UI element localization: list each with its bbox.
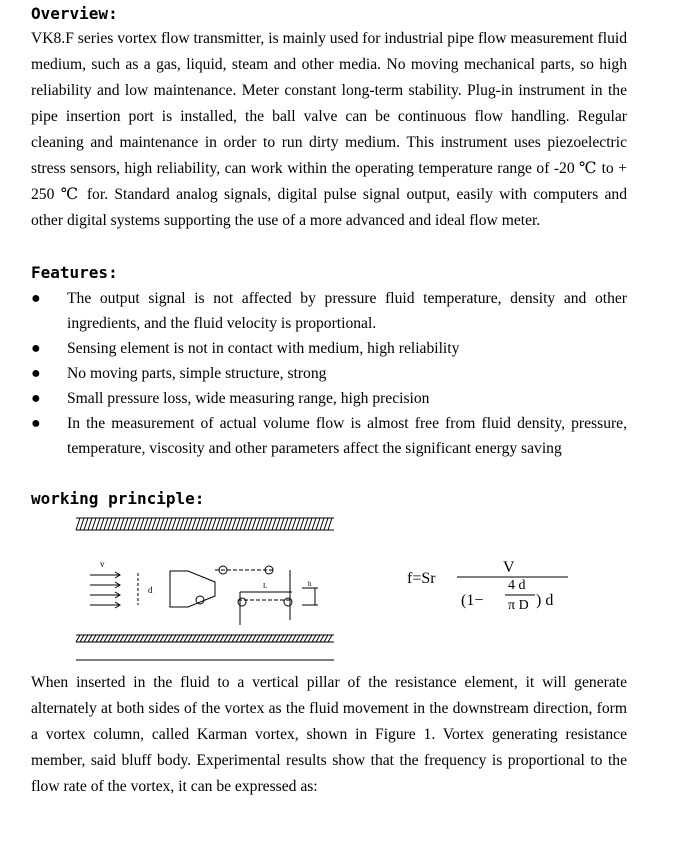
feature-item [0,386,627,411]
feature-text: In the measurement of actual volume flow is almost free from fluid density, pressure, temperature, viscosity and other parameters affect the significant energy saving [67,415,627,457]
bluff-body [170,571,215,607]
formula-numerator: V [503,559,515,576]
frequency-formula [405,555,580,615]
overview-paragraph: VK8.F series vortex flow transmitter, is mainly used for industrial pipe flow measurement fluid medium, such as a gas, liquid, steam and other media. No moving mechanical parts, so high reliability and low maintenance. Meter constant long-term stability. Plug-in instrument in the pipe insertion port is installed, the ball valve can be continuous flow handling. Regular cleaning and maintenance in order to run dirty medium. This instrument uses piezoelectric stress sensors, high reliability, can work within the operating temperature range of -20 ℃ to + 250 ℃ for. Standard analog signals, digital pulse signal output, easily with computers and other digital systems supporting the use of a more advanced and ideal flow meter. [31,30,627,229]
pipe-hatch-bottom [76,635,332,642]
feature-text: No moving parts, simple structure, strong [67,365,327,382]
bullet-icon: ● [31,365,41,382]
bullet-icon: ● [31,415,41,432]
overview-heading: Overview: [31,4,118,23]
formula-open: (1− [461,592,484,609]
feature-text: Small pressure loss, wide measuring range, high precision [67,390,430,407]
bullet-icon: ● [31,290,41,307]
vortex-icon [238,598,246,606]
vortex-icon [284,598,292,606]
h-label: h [308,580,312,588]
l-label: L [263,582,268,590]
formula-lhs: f=Sr [407,570,436,587]
features-list [0,286,681,461]
principle-paragraph: When inserted in the fluid to a vertical pillar of the resistance element, it will generate alternately at both sides of the vortex as the fluid movement in the downstream direction, form a vortex column, called Karman vortex, shown in Figure 1. Vortex generating resistance member, said bluff body. Experimental results show that the frequency is proportional to the flow rate of the vortex, it can be expressed as: [31,674,627,795]
feature-item [0,336,627,361]
vortex-diagram [70,510,340,665]
formula-close: ) d [536,592,554,609]
pipe-hatch-top [76,518,332,530]
flow-arrows [90,572,120,608]
feature-item [0,286,627,336]
bullet-icon: ● [31,390,41,407]
d-label: d [148,585,153,595]
feature-text: The output signal is not affected by pressure fluid temperature, density and other ingredients, and the fluid velocity is proportional. [67,290,627,332]
formula-frac-den: π D [508,598,529,613]
formula-frac-num: 4 d [508,578,526,593]
bullet-icon: ● [31,340,41,357]
principle-heading: working principle: [31,489,205,508]
velocity-label: v [100,559,105,569]
vortex-icon [196,596,204,604]
features-heading: Features: [31,263,118,282]
feature-item [0,411,627,461]
feature-item [0,361,627,386]
feature-text: Sensing element is not in contact with medium, high reliability [67,340,460,357]
